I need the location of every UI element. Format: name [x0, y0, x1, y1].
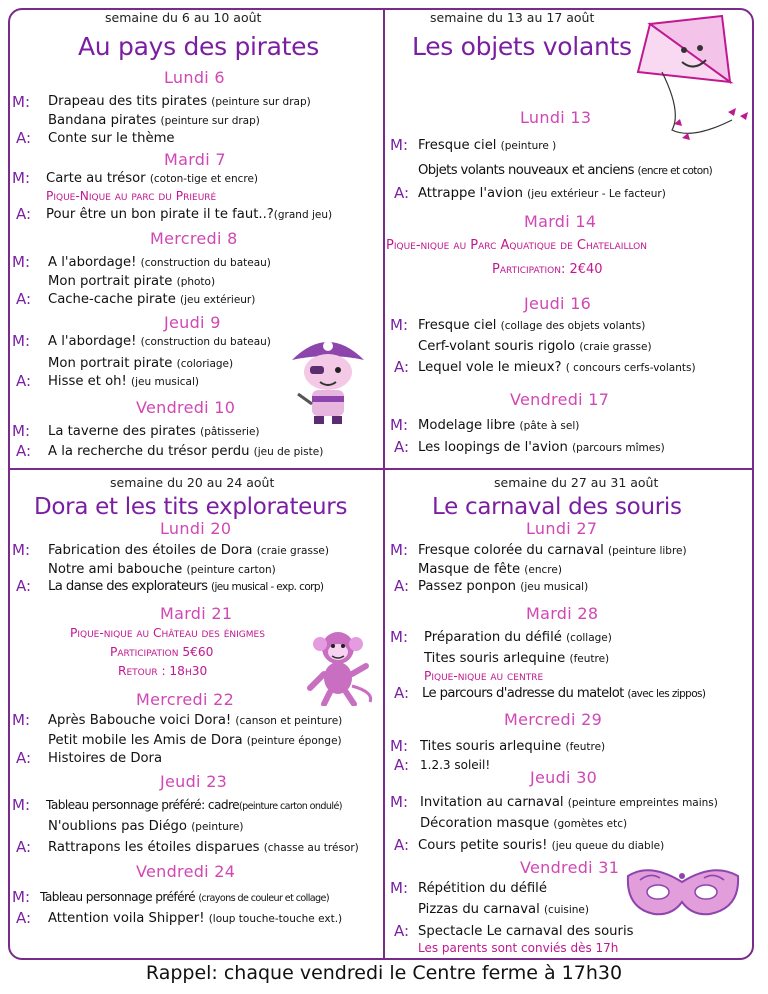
activity-detail: (peinture ) [500, 140, 557, 152]
pirate-illustration-icon [282, 320, 374, 428]
activity-title: Invitation au carnaval [420, 795, 564, 810]
slot-label: M: [390, 737, 408, 755]
activity-title: La danse des explorateurs [48, 579, 208, 594]
activity-detail: (cuisine) [543, 904, 589, 916]
activity-detail: (peinture) [191, 821, 244, 833]
participation-note: Participation 5€60 [110, 645, 214, 659]
activity [48, 751, 162, 766]
slot-label: M: [390, 793, 408, 811]
activity [420, 816, 627, 831]
activity-title: Notre ami babouche [48, 562, 183, 577]
activity-detail: (craie grasse) [256, 545, 329, 557]
activity-title: Tableau personnage préféré: cadre [46, 798, 239, 812]
activity-title: Préparation du défilé [424, 630, 562, 645]
activity [418, 562, 562, 577]
day-heading: Lundi 27 [526, 519, 598, 538]
slot-label: A: [394, 836, 410, 854]
activity [418, 318, 645, 333]
footer-reminder: Rappel: chaque vendredi le Centre ferme à 17h30 [145, 962, 623, 984]
activity-title: Tites souris arlequine [424, 651, 566, 666]
day-heading: Vendredi 17 [510, 390, 610, 409]
week-theme: Au pays des pirates [78, 32, 319, 61]
slot-label: M: [390, 316, 408, 334]
activity-title: Cache-cache pirate [48, 292, 176, 307]
activity-detail: (encre et coton) [637, 165, 713, 177]
slot-label: M: [390, 879, 408, 897]
slot-label: A: [394, 184, 410, 202]
activity-title: Spectacle Le carnaval des souris [418, 924, 634, 939]
activity-detail: (peinture libre) [608, 545, 687, 557]
activity [48, 131, 175, 146]
activity-title: Rattrapons les étoiles disparues [48, 840, 260, 855]
activity [48, 543, 329, 558]
activity-detail: (jeu queue du diable) [551, 840, 665, 852]
activity-detail: (jeu de piste) [253, 446, 324, 458]
activity [48, 334, 271, 349]
slot-label: A: [394, 922, 410, 940]
day-heading: Vendredi 10 [136, 398, 236, 417]
column-divider [383, 8, 385, 960]
activity-detail: (peinture empreintes mains) [567, 797, 718, 809]
activity [48, 819, 243, 834]
activity-detail: (canson et peinture) [235, 715, 343, 727]
activity-title: Mon portrait pirate [48, 356, 173, 371]
carnival-mask-icon [620, 860, 746, 926]
activity [424, 651, 609, 666]
activity-detail: (jeu musical - exp. corp) [210, 581, 324, 593]
activity-title: Cours petite souris! [418, 838, 548, 853]
activity-detail: (peinture sur drap) [160, 115, 260, 127]
activity-title: Carte au trésor [46, 171, 146, 186]
activity-title: Passez ponpon [418, 579, 517, 594]
slot-label: A: [16, 129, 32, 147]
activity-title: Pizzas du carnaval [418, 902, 540, 917]
activity [48, 733, 342, 748]
day-heading: Mardi 21 [160, 604, 233, 623]
picnic-note: Pique-nique au centre [424, 669, 544, 683]
activity-detail: (jeu musical) [520, 581, 589, 593]
day-heading: Mercredi 8 [150, 229, 238, 248]
activity [424, 630, 612, 645]
picnic-note: Pique-Nique au parc du Prieuré [46, 189, 217, 203]
activity-title: A l'abordage! [48, 334, 137, 349]
activity-title: Conte sur le thème [48, 131, 175, 146]
activity [48, 292, 255, 307]
monkey-illustration-icon [300, 626, 380, 706]
day-heading: Jeudi 16 [524, 294, 592, 313]
activity [48, 94, 311, 109]
slot-label: A: [16, 290, 32, 308]
slot-label: M: [12, 253, 30, 271]
activity-detail: (loup touche-touche ext.) [208, 913, 343, 925]
day-heading: Mardi 28 [526, 604, 599, 623]
slot-label: A: [394, 438, 410, 456]
activity-detail: (gomètes etc) [553, 818, 628, 830]
day-heading: Mardi 14 [524, 212, 597, 231]
return-note: Retour : 18h30 [118, 664, 208, 678]
activity-title: Hisse et oh! [48, 374, 127, 389]
activity-title: Petit mobile les Amis de Dora [48, 733, 243, 748]
week-dates: semaine du 6 au 10 août [105, 10, 262, 25]
activity-title: Le parcours d'adresse du matelot [422, 686, 624, 701]
activity [48, 562, 276, 577]
activity [418, 543, 687, 558]
activity-title: Après Babouche voici Dora! [48, 713, 232, 728]
week-theme: Dora et les tits explorateurs [34, 494, 348, 520]
activity-title: La taverne des pirates [48, 424, 196, 439]
activity [46, 798, 342, 812]
activity-title: Cerf-volant souris rigolo [418, 339, 576, 354]
slot-label: M: [390, 416, 408, 434]
activity-detail: (peinture éponge) [246, 735, 342, 747]
activity [48, 255, 271, 270]
slot-label: A: [16, 577, 32, 595]
activity [418, 924, 634, 939]
activity-detail: (jeu musical) [131, 376, 199, 388]
activity-title: Fabrication des étoiles de Dora [48, 543, 253, 558]
activity [48, 356, 233, 371]
activity-title: Pour être un bon pirate il te faut..? [46, 207, 274, 222]
activity [46, 207, 332, 222]
activity [40, 890, 329, 904]
activity [418, 186, 666, 201]
activity [418, 360, 696, 375]
slot-label: A: [16, 838, 32, 856]
activity [48, 374, 199, 389]
activity [422, 686, 705, 701]
slot-label: M: [12, 888, 30, 906]
slot-label: A: [16, 909, 32, 927]
slot-label: M: [390, 541, 408, 559]
activity-detail: (jeu extérieur - Le facteur) [527, 188, 666, 200]
slot-label: M: [12, 93, 30, 111]
activity [48, 274, 215, 289]
picnic-note: Pique-nique au Château des énigmes [70, 626, 265, 640]
activity-detail: (avec les zippos) [627, 688, 706, 700]
activity-detail: (feutre) [569, 653, 610, 665]
activity [418, 339, 652, 354]
activity-detail: (coloriage) [176, 358, 234, 370]
activity-title: Répétition du défilé [418, 881, 547, 896]
activity [418, 163, 712, 178]
slot-label: A: [394, 684, 410, 702]
week-dates: semaine du 13 au 17 août [430, 10, 595, 25]
activity [48, 713, 342, 728]
activity-detail: (pâtisserie) [200, 426, 260, 438]
activity [48, 424, 260, 439]
activity-title: Modelage libre [418, 418, 516, 433]
day-heading: Lundi 20 [160, 519, 232, 538]
activity-title: Drapeau des tits pirates [48, 94, 208, 109]
picnic-note: Pique-nique au Parc Aquatique de Chatelaillon [386, 238, 647, 253]
day-heading: Mercredi 22 [136, 690, 235, 709]
activity [420, 795, 718, 810]
activity-detail: (encre) [524, 564, 562, 576]
activity-title: A la recherche du trésor perdu [48, 444, 250, 459]
day-heading: Lundi 13 [520, 108, 592, 127]
activity-title: Fresque ciel [418, 318, 497, 333]
activity [418, 579, 588, 594]
activity-title: Les loopings de l'avion [418, 440, 568, 455]
activity-detail: (photo) [176, 276, 216, 288]
activity [48, 113, 260, 128]
activity-title: Histoires de Dora [48, 751, 163, 766]
slot-label: M: [12, 796, 30, 814]
activity-title: Attention voila Shipper! [48, 911, 205, 926]
slot-label: M: [390, 628, 408, 646]
day-heading: Lundi 6 [164, 68, 225, 87]
slot-label: M: [12, 541, 30, 559]
activity-title: Bandana pirates [48, 113, 157, 128]
activity [48, 444, 323, 459]
slot-label: A: [16, 205, 32, 223]
participation-note: Participation: 2€40 [492, 262, 603, 277]
activity-title: Décoration masque [420, 816, 550, 831]
activity-title: Tites souris arlequine [420, 739, 562, 754]
activity [418, 418, 579, 433]
activity [418, 838, 664, 853]
day-heading: Jeudi 30 [530, 768, 598, 787]
activity-detail: (crayons de couleur et collage) [198, 893, 329, 904]
kite-illustration-icon [622, 12, 752, 162]
slot-label: A: [394, 358, 410, 376]
activity [418, 902, 589, 917]
activity-detail: (pâte à sel) [519, 420, 580, 432]
slot-label: M: [12, 169, 30, 187]
activity-title: Mon portrait pirate [48, 274, 173, 289]
day-heading: Vendredi 31 [520, 858, 620, 877]
activity-title: Objets volants nouveaux et anciens [418, 163, 634, 178]
activity-detail: (grand jeu) [273, 209, 333, 221]
activity [48, 579, 323, 594]
activity-title: Masque de fête [418, 562, 521, 577]
day-heading: Jeudi 9 [164, 313, 221, 332]
week-theme: Les objets volants [412, 32, 632, 61]
activity-detail: (construction du bateau) [140, 336, 271, 348]
week-dates: semaine du 20 au 24 août [110, 475, 275, 490]
activity-detail: (peinture carton ondulé) [239, 801, 342, 812]
slot-label: M: [12, 711, 30, 729]
activity-detail: (parcours mîmes) [572, 442, 665, 454]
activity-title: Tableau personnage préféré [40, 890, 196, 904]
activity-detail: (craie grasse) [579, 341, 652, 353]
day-heading: Mardi 7 [164, 150, 226, 169]
activity-detail: (coton-tige et encre) [149, 173, 259, 185]
activity-title: 1.2.3 soleil! [420, 758, 491, 772]
activity [418, 881, 547, 896]
activity [48, 840, 359, 855]
slot-label: A: [394, 577, 410, 595]
activity-detail: (peinture carton) [186, 564, 276, 576]
activity-title: A l'abordage! [48, 255, 137, 270]
slot-label: M: [12, 422, 30, 440]
activity-title: Lequel vole le mieux? [418, 360, 562, 375]
slot-label: A: [16, 372, 32, 390]
activity [418, 138, 556, 153]
activity-detail: (chasse au trésor) [263, 842, 359, 854]
day-heading: Mercredi 29 [504, 710, 603, 729]
week-theme: Le carnaval des souris [432, 494, 682, 520]
activity-detail: (jeu extérieur) [180, 294, 256, 306]
activity [420, 739, 605, 754]
activity-detail: (construction du bateau) [140, 257, 271, 269]
activity [418, 440, 665, 455]
slot-label: M: [12, 332, 30, 350]
slot-label: A: [394, 756, 410, 774]
activity-title: N'oublions pas Diégo [48, 819, 187, 834]
activity [420, 758, 490, 772]
activity-detail: (collage des objets volants) [500, 320, 646, 332]
activity-detail: (feutre) [565, 741, 606, 753]
slot-label: A: [16, 442, 32, 460]
slot-label: M: [390, 136, 408, 154]
activity-detail: ( concours cerfs-volants) [565, 362, 696, 374]
activity-title: Attrappe l'avion [418, 186, 523, 201]
slot-label: A: [16, 749, 32, 767]
day-heading: Jeudi 23 [160, 772, 228, 791]
week-dates: semaine du 27 au 31 août [494, 475, 659, 490]
activity [48, 911, 342, 926]
day-heading: Vendredi 24 [136, 862, 236, 881]
activity-detail: (peinture sur drap) [211, 96, 311, 108]
activity-title: Fresque ciel [418, 138, 497, 153]
row-divider [8, 468, 754, 470]
parents-note: Les parents sont conviés dès 17h [418, 941, 619, 955]
activity [46, 171, 258, 186]
activity-detail: (collage) [566, 632, 612, 644]
activity-title: Fresque colorée du carnaval [418, 543, 604, 558]
